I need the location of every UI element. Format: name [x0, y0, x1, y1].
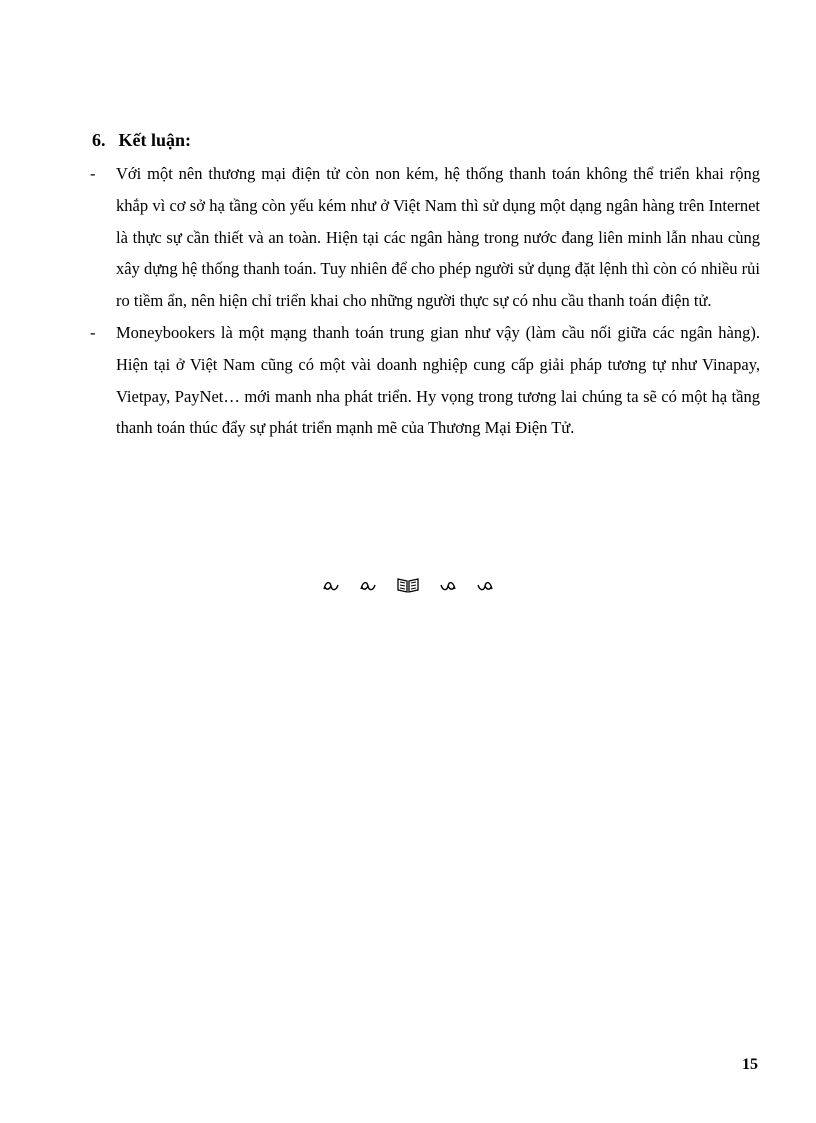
bullet-text: Moneybookers là một mạng thanh toán trung gian như vậy (làm cầu nối giữa các ngân hàng). Hiện tại ở Việt Nam cũng có một vài doanh nghiệp cung cấp giải pháp tương tự như Vinapay, Vietpay, PayNet… mới manh nha phát triển. Hy vọng trong tương lai chúng ta sẽ có một hạ tầng thanh toán thúc đẩy sự phát triển mạnh mẽ của Thương Mại Điện Tử.: [116, 322, 760, 438]
flourish-left-icon: [359, 577, 379, 598]
section-title: Kết luận:: [118, 130, 192, 150]
bullet-text: Với một nên thương mại điện tử còn non kém, hệ thống thanh toán không thể triển khai rộng khắp vì cơ sở hạ tầng còn yếu kém như ở Việt Nam thì sử dụng một dạng ngân hàng trên Internet là thực sự cần thiết và an toàn. Hiện tại các ngân hàng trong nước đang liên minh lẫn nhau cùng xây dựng hệ thống thanh toán. Tuy nhiên để cho phép người sử dụng đặt lệnh thì còn có nhiều rủi ro tiềm ẩn, nên hiện chỉ triển khai cho những người thực sự có nhu cầu thanh toán điện tử.: [116, 164, 760, 311]
bullet-marker: -: [90, 322, 96, 342]
flourish-right-icon: [437, 577, 457, 598]
bullet-list: [88, 158, 760, 444]
flourish-left-icon: [322, 577, 342, 598]
flourish-right-icon: [474, 577, 494, 598]
open-book-icon: [397, 577, 419, 598]
list-item: [88, 158, 760, 317]
section-divider-ornament: [0, 577, 816, 598]
page-number: 15: [742, 1056, 758, 1073]
section-heading: [92, 127, 191, 153]
bullet-marker: -: [90, 164, 96, 183]
section-number: 6.: [92, 130, 106, 150]
list-item: [88, 317, 760, 444]
